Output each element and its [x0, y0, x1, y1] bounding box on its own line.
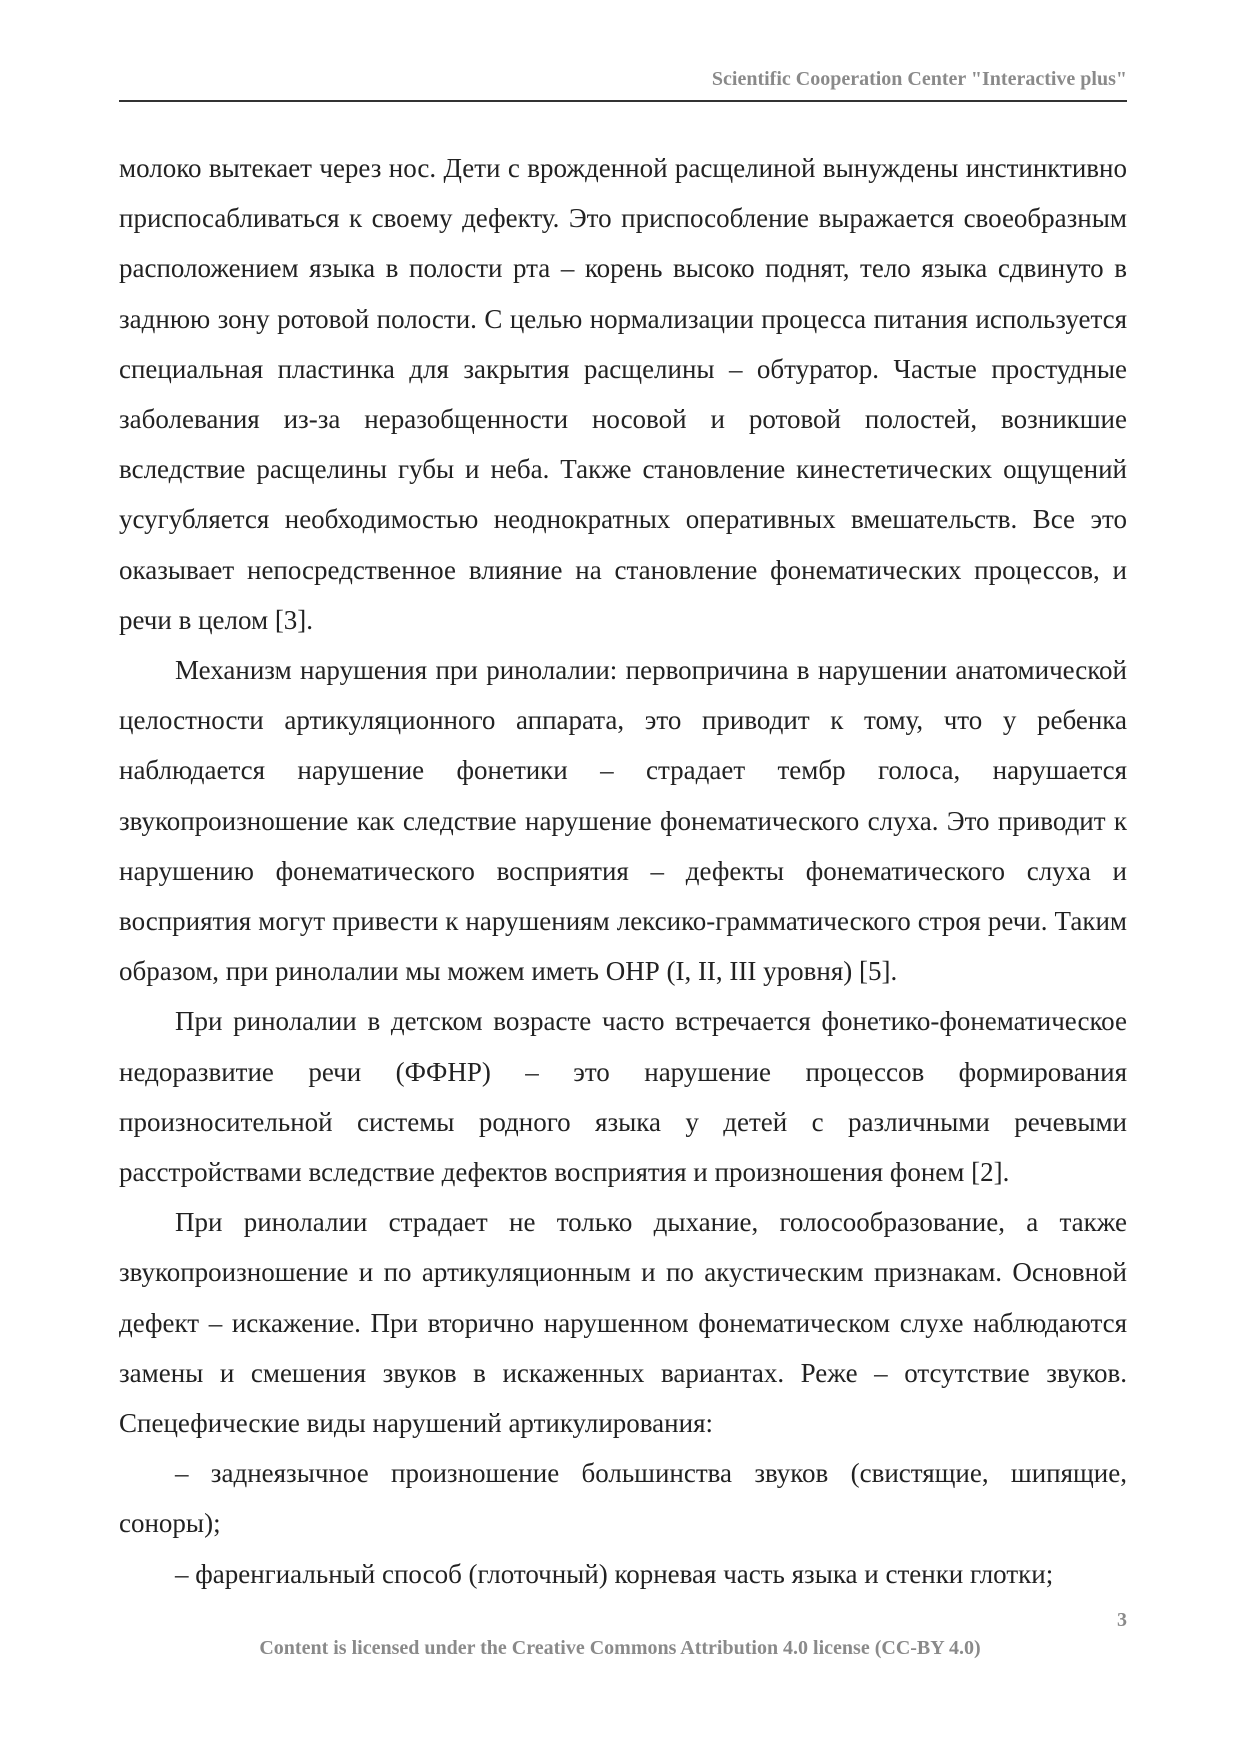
body-text — [119, 143, 1127, 1599]
list-item-1: – заднеязычное произношение большинства звуков (свистящие, шипящие, соноры); — [119, 1458, 1127, 1539]
page-header: Scientific Cooperation Center "Interactive plus" — [119, 68, 1127, 102]
page-number: 3 — [1117, 1609, 1127, 1631]
paragraph-2: Механизм нарушения при ринолалии: первопричина в нарушении анатомической целостности артикуляционного аппарата, это приводит к тому, что у ребенка наблюдается нарушение фонетики – страдает тембр голоса, нарушается звукопроизношение как следствие нарушение фонематического слуха. Это приводит к нарушению фонематического восприятия – дефекты фонематического слуха и восприятия могут привести к нарушениям лексико-грамматического строя речи. Таким образом, при ринолалии мы можем иметь ОНР (I, II, III уровня) [5]. — [119, 655, 1127, 987]
license-footer: Content is licensed under the Creative Commons Attribution 4.0 license (CC-BY 4.0) — [259, 1637, 981, 1659]
paragraph-4: При ринолалии страдает не только дыхание, голосообразование, а также звукопроизношение и по артикуляционным и по акустическим признакам. Основной дефект – искажение. При вторично нарушенном фонематическом слухе наблюдаются замены и смешения звуков в искаженных вариантах. Реже – отсутствие звуков. Спецефические виды нарушений артикулирования: — [119, 1207, 1127, 1439]
paragraph-1: молоко вытекает через нос. Дети с врожденной расщелиной вынуждены инстинктивно приспосабливаться к своему дефекту. Это приспособление выражается своеобразным расположением языка в полости рта – корень высоко поднят, тело языка сдвинуто в заднюю зону ротовой полости. С целью нормализации процесса питания используется специальная пластинка для закрытия расщелины – обтуратор. Частые простудные заболевания из-за неразобщенности носовой и ротовой полостей, возникшие вследствие расщелины губы и неба. Также становление кинестетических ощущений усугубляется необходимостью неоднократных оперативных вмешательств. Все это оказывает непосредственное влияние на становление фонематических процессов, и речи в целом [3]. — [119, 153, 1127, 635]
paragraph-3: При ринолалии в детском возрасте часто встречается фонетико-фонематическое недоразвитие речи (ФФНР) – это нарушение процессов формирования произносительной системы родного языка у детей с различными речевыми расстройствами вследствие дефектов восприятия и произношения фонем [2]. — [119, 1006, 1127, 1188]
list-item-2: – фаренгиальный способ (глоточный) корневая часть языка и стенки глотки; — [175, 1558, 1054, 1589]
